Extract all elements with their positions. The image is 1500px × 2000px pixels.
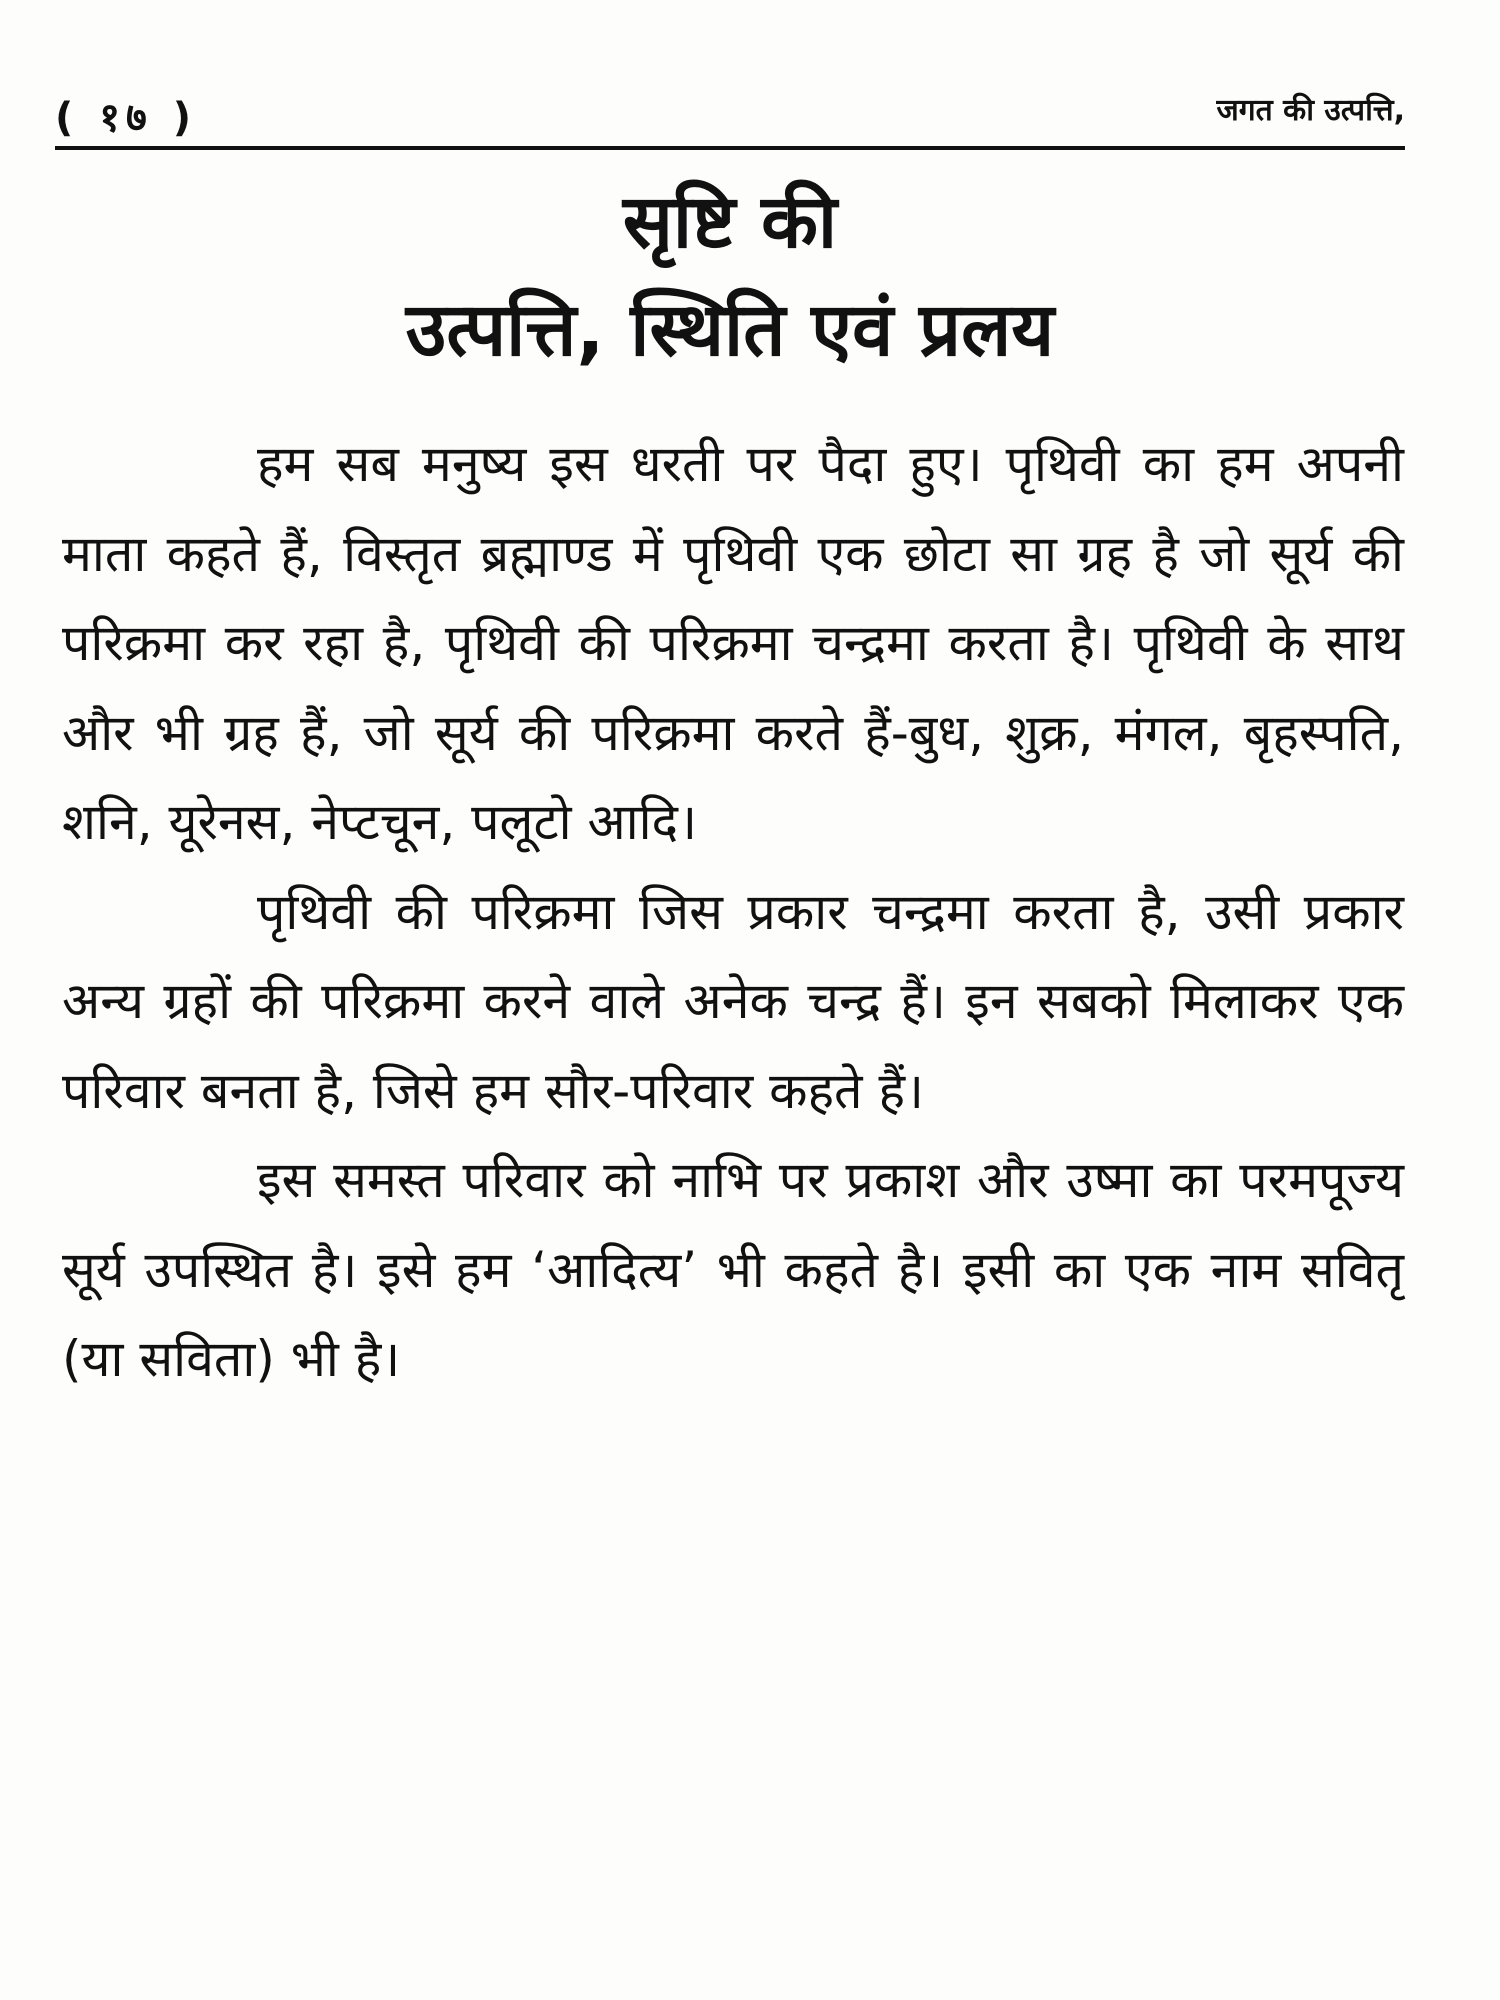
header-divider [55,146,1405,150]
paragraph-2: पृथिवी की परिक्रमा जिस प्रकार चन्द्रमा करता है, उसी प्रकार अन्य ग्रहों की परिक्रमा करने वाले अनेक चन्द्र हैं। इन सबको मिलाकर एक परिवार बनता है, जिसे हम सौर-परिवार कहते हैं। [62,882,1404,1120]
page-number: ( १७ ) [55,95,198,141]
chapter-title [55,168,1405,384]
paragraph-3: इस समस्त परिवार को नाभि पर प्रकाश और उष्मा का परमपूज्य सूर्य उपस्थित है। इसे हम ‘आदित्य’ भी कहते है। इसी का एक नाम सवितृ (या सविता) भी है। [62,1151,1404,1388]
body-text [62,420,1404,1405]
running-title: जगत की उत्पत्ति, [1216,93,1405,128]
chapter-title-line-1: सृष्टि की [622,179,838,265]
chapter-title-line-2: उत्पत्ति, स्थिति एवं प्रलय [405,287,1055,373]
page-header [55,82,1405,146]
paragraph-1: हम सब मनुष्य इस धरती पर पैदा हुए। पृथिवी का हम अपनी माता कहते हैं, विस्तृत ब्रह्माण्ड में पृथिवी एक छोटा सा ग्रह है जो सूर्य की परिक्रमा कर रहा है, पृथिवी की परिक्रमा चन्द्रमा करता है। पृथिवी के साथ और भी ग्रह हैं, जो सूर्य की परिक्रमा करते हैं-बुध, शुक्र, मंगल, बृहस्पति, शनि, यूरेनस, नेप्टचून, पलूटो आदि। [62,435,1404,851]
